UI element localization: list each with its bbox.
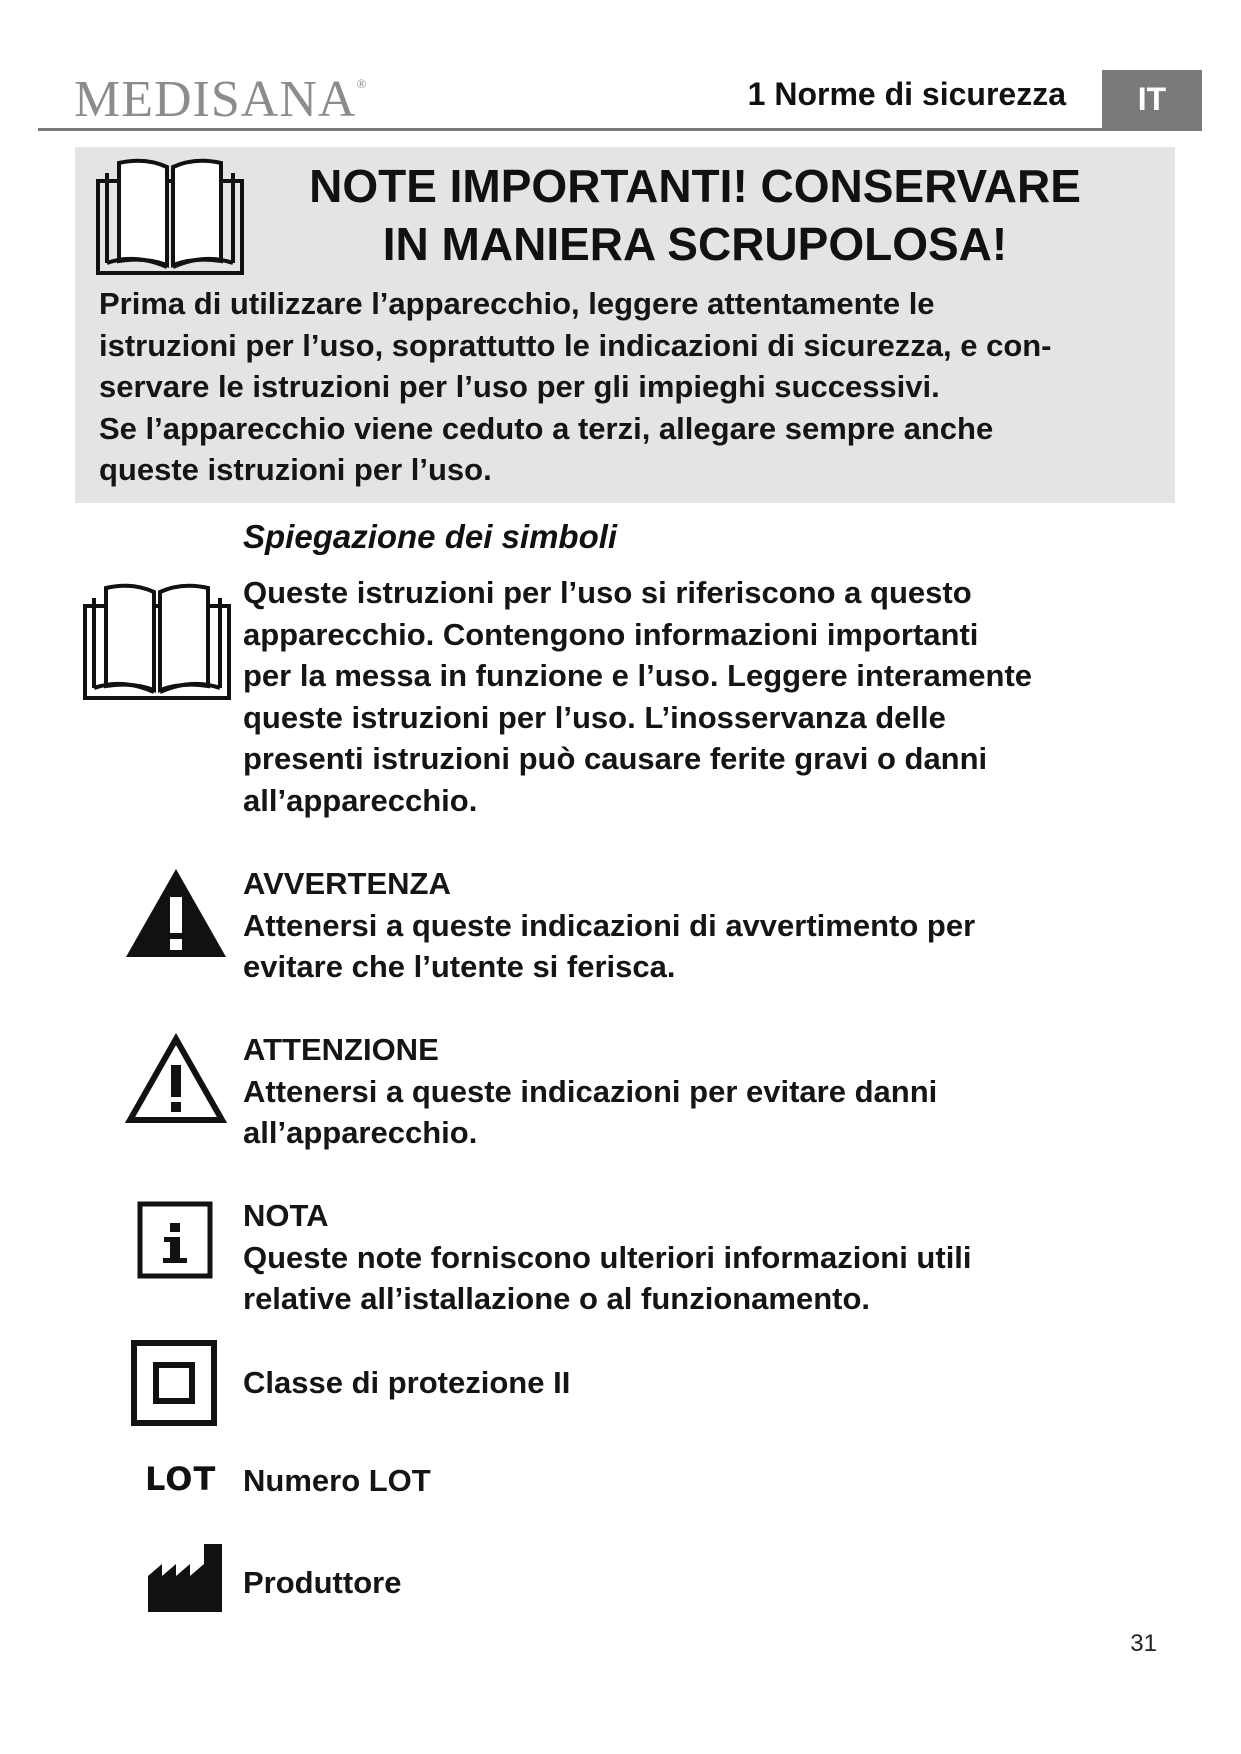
warning-filled-icon xyxy=(124,867,228,959)
double-insulation-icon xyxy=(131,1340,217,1426)
manufacturer-label: Produttore xyxy=(243,1565,402,1600)
book-icon xyxy=(95,153,245,277)
page-header xyxy=(38,70,1202,130)
page-number: 31 xyxy=(1130,1630,1157,1657)
lot-label: Numero LOT xyxy=(243,1463,431,1498)
important-title: NOTE IMPORTANTI! CONSERVARE IN MANIERA SCRUPOLOSA! xyxy=(309,160,1081,270)
protection-class-label: Classe di protezione II xyxy=(243,1365,571,1400)
brand-logo: MEDISANA® xyxy=(74,71,368,128)
lot-icon: LOT xyxy=(145,1460,217,1498)
warning-title: AVVERTENZA xyxy=(243,866,451,901)
caution-title: ATTENZIONE xyxy=(243,1032,439,1067)
language-tab: IT xyxy=(1102,70,1202,128)
book-icon xyxy=(82,578,232,702)
note-title: NOTA xyxy=(243,1198,329,1233)
header-divider xyxy=(38,128,1202,131)
manual-description: Queste istruzioni per l’uso si riferiscono a questo apparecchio. Contengono informazioni importanti per la messa in funzione e l’uso. Leggere interamente queste istruzioni per l’uso. L’inosservanza delle presenti istruzioni può causare ferite gravi o danni all’apparecchio. xyxy=(243,575,1033,818)
important-body: Prima di utilizzare l’apparecchio, leggere attentamente le istruzioni per l’uso, soprattutto le indicazioni di sicurezza, e con- servare le istruzioni per l’uso per gli impieghi successivi. Se l’apparecchio viene ceduto a terzi, allegare sempre anche queste istruzioni per l’uso. xyxy=(99,286,1052,487)
warning-description: AVVERTENZA Attenersi a queste indicazioni di avvertimento per evitare che l’utente si ferisca. xyxy=(243,863,1143,988)
info-icon xyxy=(137,1201,213,1279)
section-title: 1 Norme di sicurezza xyxy=(747,76,1066,112)
symbols-heading: Spiegazione dei simboli xyxy=(243,518,618,555)
note-description: NOTA Queste note forniscono ulteriori informazioni utili relative all’istallazione o al funzionamento. xyxy=(243,1195,1143,1320)
caution-outline-icon xyxy=(124,1033,228,1125)
caution-description: ATTENZIONE Attenersi a queste indicazioni per evitare danni all’apparecchio. xyxy=(243,1029,1143,1154)
important-notice-box xyxy=(75,147,1175,503)
manufacturer-icon xyxy=(148,1542,224,1612)
